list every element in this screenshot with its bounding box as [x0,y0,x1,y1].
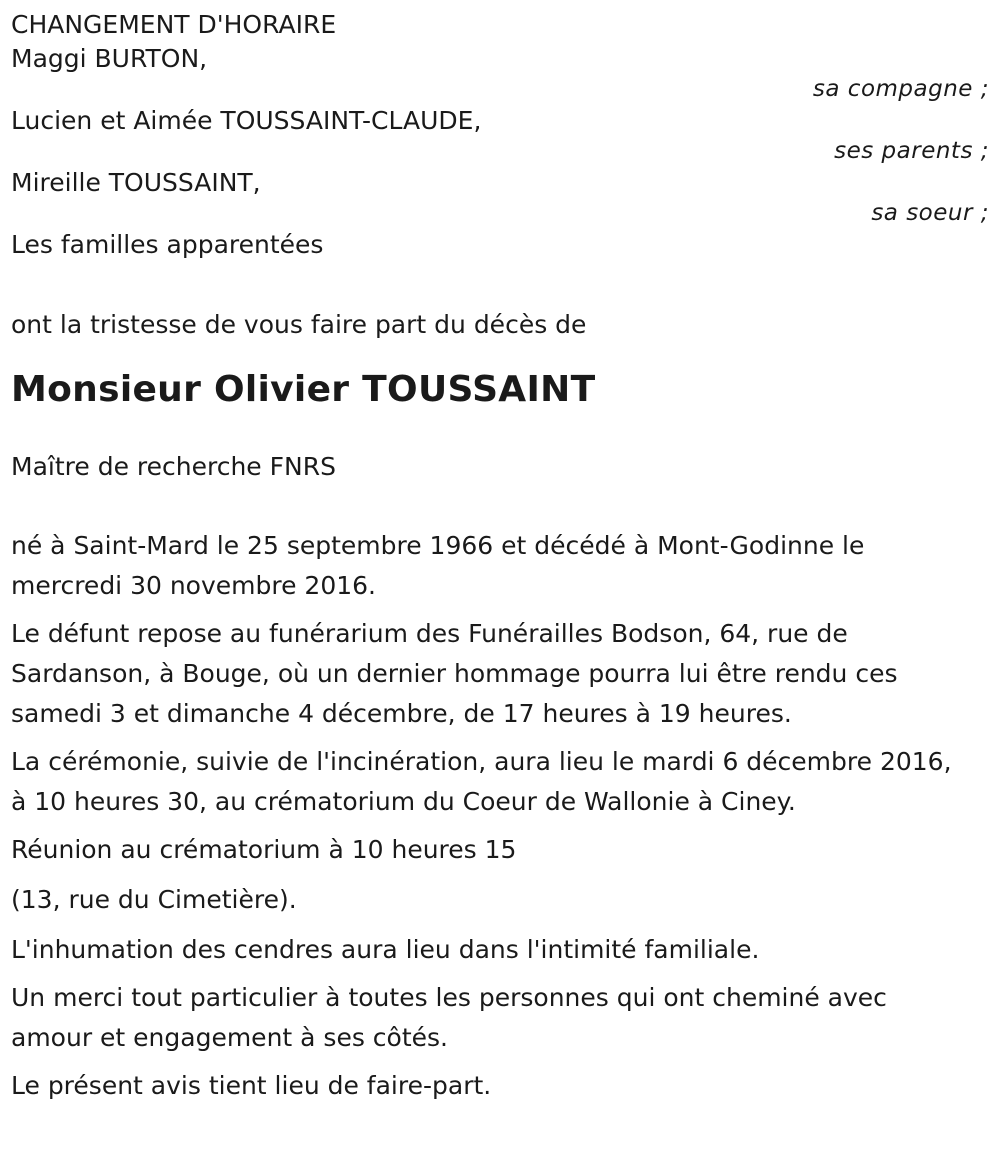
address-paragraph: (13, rue du Cimetière). [11,885,297,914]
family-member-name: Mireille TOUSSAINT, [11,168,261,197]
ceremony-paragraph: La cérémonie, suivie de l'incinération, aura lieu le mardi 6 décembre 2016, à 10 heures 30, au crématorium du Coeur de Wallonie à Ciney. [11,747,952,816]
birth-death-paragraph: né à Saint-Mard le 25 septembre 1966 et décédé à Mont-Godinne le mercredi 30 novembre 2016. [11,531,865,600]
family-member-name: Maggi BURTON, [11,44,208,73]
repose-paragraph: Le défunt repose au funérarium des Funérailles Bodson, 64, rue de Sardanson, à Bouge, où un dernier hommage pourra lui être rendu ces samedi 3 et dimanche 4 décembre, de 17 heures à 19 heures. [11,619,898,728]
ashes-paragraph: L'inhumation des cendres aura lieu dans l'intimité familiale. [11,935,760,964]
notice-header: CHANGEMENT D'HORAIRE [11,10,337,39]
thanks-paragraph: Un merci tout particulier à toutes les personnes qui ont cheminé avec amour et engagement à ses côtés. [11,983,887,1052]
intro-text: ont la tristesse de vous faire part du décès de [11,310,587,339]
closing-paragraph: Le présent avis tient lieu de faire-part. [11,1071,492,1100]
family-member-relation: ses parents ; [834,138,989,164]
deceased-title: Maître de recherche FNRS [11,452,336,481]
deceased-name: Monsieur Olivier TOUSSAINT [11,369,596,410]
obituary-notice [11,8,989,1106]
family-member-name: Lucien et Aimée TOUSSAINT-CLAUDE, [11,106,482,135]
family-member-relation: sa soeur ; [871,200,989,226]
family-member-relation: sa compagne ; [812,76,989,102]
meeting-paragraph: Réunion au crématorium à 10 heures 15 [11,835,517,864]
families-line: Les familles apparentées [11,230,324,259]
